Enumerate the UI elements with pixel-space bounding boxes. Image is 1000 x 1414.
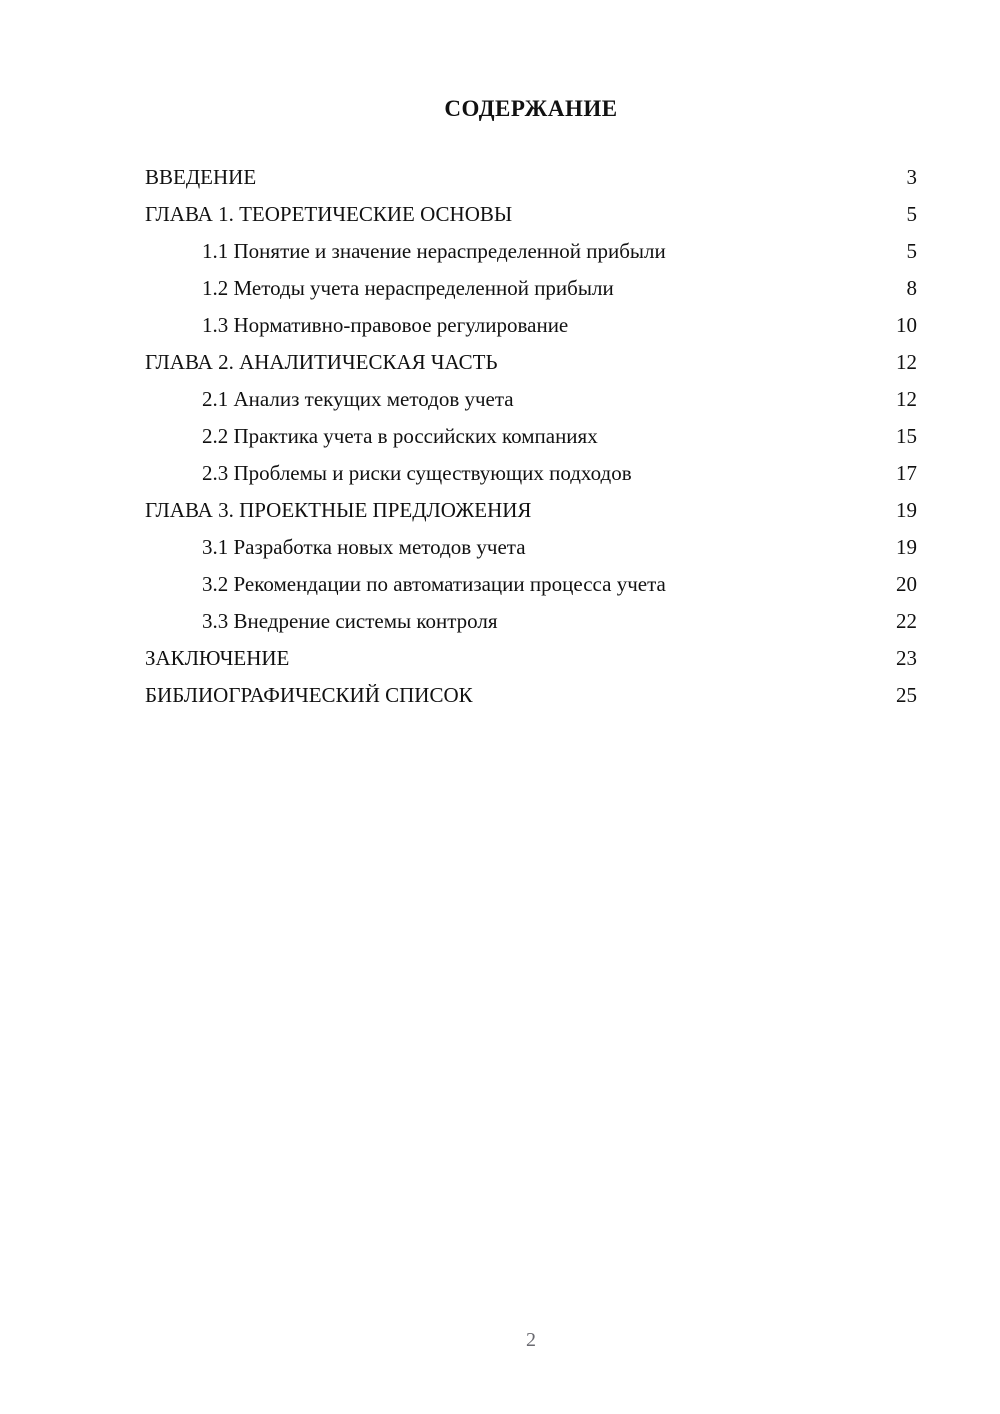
toc-entry-page: 10 — [896, 313, 917, 338]
toc-entry-page: 8 — [906, 276, 917, 301]
toc-title: СОДЕРЖАНИЕ — [444, 96, 618, 121]
toc-entry — [145, 159, 917, 196]
toc-entry — [145, 603, 917, 640]
toc-entry — [145, 344, 917, 381]
toc-entry-page: 23 — [896, 646, 917, 671]
toc-entry — [145, 270, 917, 307]
toc-entry-label: БИБЛИОГРАФИЧЕСКИЙ СПИСОК — [145, 683, 473, 708]
toc-entry-page: 25 — [896, 683, 917, 708]
toc-entry-label: 3.1 Разработка новых методов учета — [202, 535, 526, 560]
toc-entry-page: 3 — [906, 165, 917, 190]
toc-entry — [145, 640, 917, 677]
toc-entry — [145, 677, 917, 714]
toc-entry-label: 1.3 Нормативно-правовое регулирование — [202, 313, 569, 338]
toc-entry-label: ГЛАВА 3. ПРОЕКТНЫЕ ПРЕДЛОЖЕНИЯ — [145, 498, 532, 523]
toc-entry-label: 2.2 Практика учета в российских компаниях — [202, 424, 598, 449]
toc-entry — [145, 492, 917, 529]
toc-entry — [145, 455, 917, 492]
toc-entry-page: 12 — [896, 387, 917, 412]
toc-entry — [145, 233, 917, 270]
toc-entry-page: 19 — [896, 498, 917, 523]
toc-entry-label: ГЛАВА 2. АНАЛИТИЧЕСКАЯ ЧАСТЬ — [145, 350, 498, 375]
toc-entry-label: 1.1 Понятие и значение нераспределенной прибыли — [202, 239, 666, 264]
toc-list — [145, 159, 917, 714]
toc-entry — [145, 566, 917, 603]
toc-entry — [145, 381, 917, 418]
toc-entry — [145, 529, 917, 566]
toc-entry-label: 3.3 Внедрение системы контроля — [202, 609, 498, 634]
toc-entry-page: 17 — [896, 461, 917, 486]
toc-entry-label: ГЛАВА 1. ТЕОРЕТИЧЕСКИЕ ОСНОВЫ — [145, 202, 513, 227]
toc-entry-label: 2.1 Анализ текущих методов учета — [202, 387, 514, 412]
toc-entry-page: 19 — [896, 535, 917, 560]
toc-entry-label: 1.2 Методы учета нераспределенной прибыли — [202, 276, 614, 301]
toc-entry — [145, 307, 917, 344]
toc-entry-page: 15 — [896, 424, 917, 449]
toc-entry — [145, 418, 917, 455]
toc-entry-page: 20 — [896, 572, 917, 597]
toc-entry-page: 22 — [896, 609, 917, 634]
toc-entry-page: 5 — [906, 202, 917, 227]
toc-entry — [145, 196, 917, 233]
toc-entry-label: ВВЕДЕНИЕ — [145, 165, 257, 190]
toc-entry-page: 5 — [906, 239, 917, 264]
footer-page-number: 2 — [526, 1329, 536, 1351]
toc-entry-page: 12 — [896, 350, 917, 375]
toc-entry-label: 2.3 Проблемы и риски существующих подходов — [202, 461, 632, 486]
toc-entry-label: ЗАКЛЮЧЕНИЕ — [145, 646, 290, 671]
toc-entry-label: 3.2 Рекомендации по автоматизации процесса учета — [202, 572, 666, 597]
